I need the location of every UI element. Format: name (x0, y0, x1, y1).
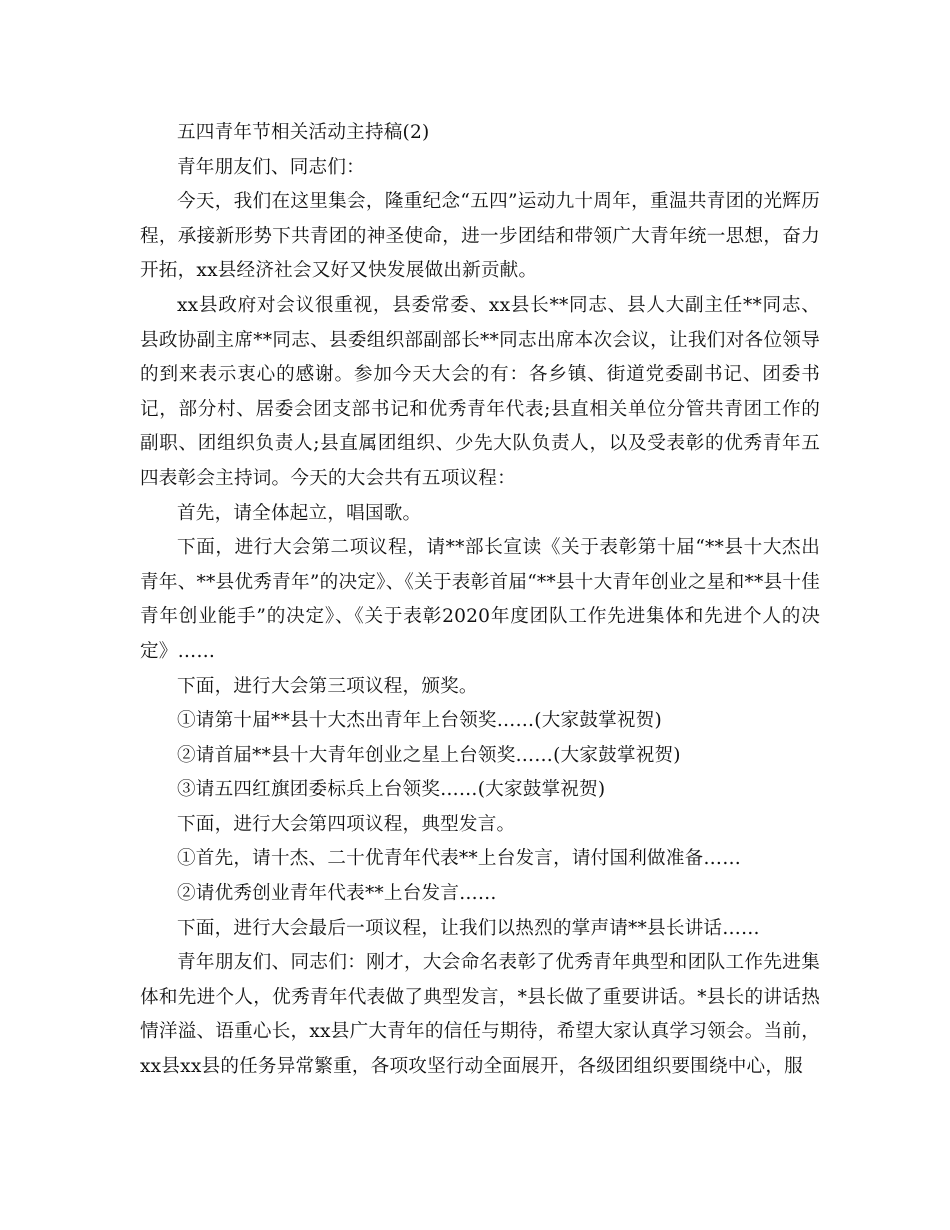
document-title: 五四青年节相关活动主持稿(2) (177, 122, 430, 143)
agenda-item-5: 下面，进行大会最后一项议程，让我们以热烈的掌声请**县长讲话…… (177, 917, 760, 939)
paragraph-opening: 今天，我们在这里集会，隆重纪念“五四”运动九十周年，重温共青团的光辉历程，承接新形势下共青团的神圣使命，进一步团结和带领广大青年统一思想，奋力开拓，xx县经济社会又好又快发展做出新贡献。 (140, 191, 820, 282)
document-page (140, 116, 820, 1085)
award-step-2: ②请首届**县十大青年创业之星上台领奖……(大家鼓掌祝贺) (177, 744, 681, 766)
paragraph-closing: 青年朋友们、同志们：刚才，大会命名表彰了优秀青年典型和团队工作先进集体和先进个人，优秀青年代表做了典型发言，*县长做了重要讲话。*县长的讲话热情洋溢、语重心长，xx县广大青年的信任与期待，希望大家认真学习领会。当前，xx县xx县的任务异常繁重，各项攻坚行动全面展开，各级团组织要围绕中心，服 (140, 952, 820, 1078)
agenda-item-2: 下面，进行大会第二项议程，请**部长宣读《关于表彰第十届“**县十大杰出青年、**县优秀青年”的决定》、《关于表彰首届“**县十大青年创业之星和**县十佳青年创业能手”的决定》、《关于表彰2020年度团队工作先进集体和先进个人的决定》…… (140, 537, 820, 662)
award-step-3: ③请五四红旗团委标兵上台领奖……(大家鼓掌祝贺) (177, 779, 606, 801)
agenda-item-4: 下面，进行大会第四项议程，典型发言。 (177, 813, 516, 835)
paragraph-attendees: xx县政府对会议很重视，县委常委、xx县长**同志、县人大副主任**同志、县政协副主席**同志、县委组织部副部长**同志出席本次会议，让我们对各位领导的到来表示衷心的感谢。参加今天大会的有：各乡镇、街道党委副书记、团委书记，部分村、居委会团支部书记和优秀青年代表;县直相关单位分管共青团工作的副职、团组织负责人;县直属团组织、少先大队负责人，以及受表彰的优秀青年五四表彰会主持词。今天的大会共有五项议程： (140, 294, 820, 489)
speech-step-1: ①首先，请十杰、二十优青年代表**上台发言，请付国利做准备…… (177, 848, 742, 870)
salutation: 青年朋友们、同志们： (177, 156, 365, 178)
award-step-1: ①请第十届**县十大杰出青年上台领奖……(大家鼓掌祝贺) (177, 710, 662, 732)
agenda-item-1: 首先，请全体起立，唱国歌。 (177, 502, 422, 524)
speech-step-2: ②请优秀创业青年代表**上台发言…… (177, 883, 497, 905)
agenda-item-3: 下面，进行大会第三项议程，颁奖。 (177, 675, 478, 697)
